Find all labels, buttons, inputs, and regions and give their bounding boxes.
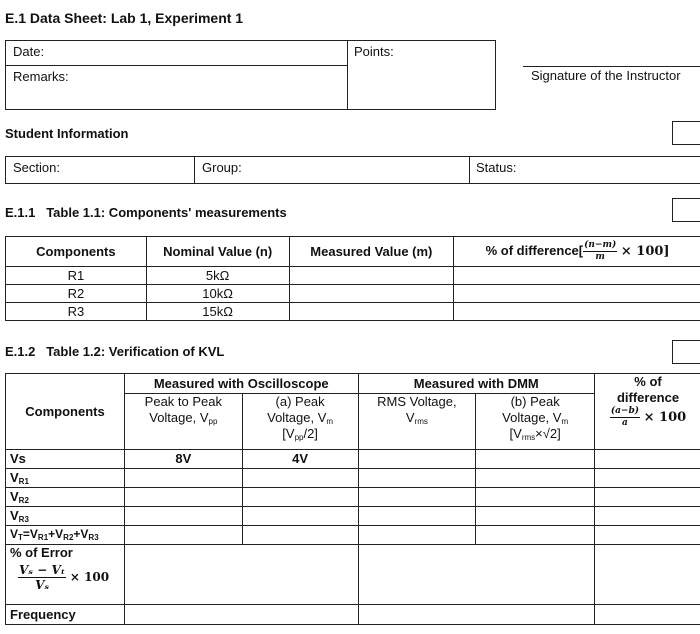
table-row (6, 469, 700, 488)
input-cell[interactable] (242, 469, 358, 488)
table-row (6, 267, 700, 285)
table-row (6, 507, 700, 526)
peak-b-line2 (476, 410, 594, 427)
date-label: Date: (13, 44, 45, 59)
input-cell[interactable] (124, 526, 242, 545)
row-label-vr3 (6, 507, 125, 526)
peak-a-sub: m (326, 416, 334, 426)
vt-s4: R3 (88, 533, 99, 543)
student-info-row (5, 156, 700, 184)
table2 (5, 373, 700, 625)
peak-a-line2 (243, 410, 358, 427)
pct-formula (595, 407, 700, 428)
pct-prefix: % of difference[ (485, 242, 584, 258)
table2-col-pct-difference (595, 374, 700, 450)
table-row (6, 488, 700, 507)
row-label-vr1 (6, 469, 125, 488)
table1-heading: E.1.1 Table 1.1: Components' measurements (5, 205, 287, 220)
component-cell: R2 (6, 285, 147, 303)
error-formula (10, 564, 124, 591)
frequency-dmm-cell[interactable] (358, 605, 595, 625)
input-cell[interactable] (124, 507, 242, 526)
row-label-error (6, 545, 125, 605)
vt-s1: T (18, 533, 23, 543)
peak-b-line3-post: ×√2] (535, 426, 561, 442)
row-label-vt (6, 526, 125, 545)
table-row (6, 303, 700, 321)
col-peak-to-peak (124, 394, 242, 450)
remarks-label: Remarks: (13, 69, 69, 84)
error-denominator: Vₛ (35, 577, 50, 592)
measured-input-cell[interactable] (289, 303, 454, 321)
table-row (6, 605, 700, 625)
vr2-sub: R2 (18, 495, 29, 505)
peak-b-line3-pre: [V (509, 426, 522, 442)
input-cell[interactable] (124, 488, 242, 507)
pct-fraction (583, 241, 617, 262)
nominal-cell: 5kΩ (146, 267, 289, 285)
peak-a-line3-pre: [V (282, 426, 295, 442)
vt-p1: V (10, 527, 19, 542)
measured-input-cell[interactable] (289, 285, 454, 303)
component-cell: R3 (6, 303, 147, 321)
student-info-heading: Student Information (5, 126, 129, 141)
p2p-sub: pp (208, 416, 218, 426)
error-osc-cell[interactable] (124, 545, 358, 605)
input-cell[interactable] (124, 469, 242, 488)
col-rms (358, 394, 476, 450)
table-row (6, 545, 700, 605)
signature-line (523, 66, 700, 67)
frequency-pct-cell[interactable] (595, 605, 700, 625)
input-cell[interactable] (242, 526, 358, 545)
p2p-line1: Peak to Peak (144, 394, 222, 409)
input-cell[interactable] (358, 526, 476, 545)
p2p-line2-text: Voltage, V (149, 409, 209, 425)
frequency-osc-cell[interactable] (124, 605, 358, 625)
table-row (6, 285, 700, 303)
vs-peak-a-cell: 4V (242, 450, 358, 469)
peak-a-line2-text: Voltage, V (267, 409, 327, 425)
input-cell[interactable] (595, 507, 700, 526)
vt-p2: =V (22, 527, 38, 542)
rms-line1: RMS Voltage, (377, 394, 457, 409)
measured-input-cell[interactable] (289, 267, 454, 285)
vt-s3: R2 (63, 533, 74, 543)
rms-line2 (359, 410, 476, 427)
table2-col-components: Components (6, 374, 125, 450)
row-label-frequency: Frequency (6, 605, 125, 625)
peak-a-line1: (a) Peak (275, 394, 325, 409)
header-box (5, 40, 496, 110)
table1-col-components: Components (6, 237, 147, 267)
table2-checkbox[interactable] (672, 340, 700, 364)
section-label: Section: (13, 160, 60, 175)
row-label-vs: Vs (6, 450, 125, 469)
nominal-cell: 15kΩ (146, 303, 289, 321)
peak-a-line3 (243, 426, 358, 443)
input-cell[interactable] (476, 469, 595, 488)
peak-a-line3-post: /2] (303, 426, 318, 442)
table1-col-pct-difference (454, 237, 700, 267)
vr3-text: V (10, 507, 19, 523)
peak-b-line3 (476, 426, 594, 443)
table1 (5, 236, 700, 321)
component-cell: R1 (6, 267, 147, 285)
peak-b-sub: m (561, 416, 569, 426)
table1-col-nominal: Nominal Value (n) (146, 237, 289, 267)
vs-rms-cell[interactable] (358, 450, 476, 469)
vs-peak-b-cell[interactable] (476, 450, 595, 469)
vt-s2: R1 (37, 533, 49, 543)
table-row (6, 526, 700, 545)
input-cell[interactable] (358, 507, 476, 526)
input-cell[interactable] (358, 469, 476, 488)
input-cell[interactable] (476, 526, 595, 545)
rms-line2-text: V (405, 409, 415, 425)
input-cell[interactable] (595, 526, 700, 545)
vr1-text: V (10, 469, 19, 485)
peak-a-line3-sub: pp (294, 433, 304, 443)
pct-input-cell[interactable] (454, 303, 700, 321)
col-peak-b (476, 394, 595, 450)
error-numerator: Vₛ − Vₜ (19, 562, 66, 577)
table1-col-measured: Measured Value (m) (289, 237, 454, 267)
input-cell[interactable] (595, 488, 700, 507)
peak-b-line3-sub: rms (521, 433, 536, 443)
table2-heading: E.1.2 Table 1.2: Verification of KVL (5, 344, 225, 359)
signature-label: Signature of the Instructor (531, 68, 681, 83)
pct-line1: % of (634, 374, 662, 389)
table-row (6, 450, 700, 469)
pct-fraction (610, 407, 640, 428)
p2p-line2 (125, 410, 242, 427)
peak-b-line1: (b) Peak (510, 394, 560, 409)
input-cell[interactable] (242, 488, 358, 507)
table2-group-dmm: Measured with DMM (358, 374, 595, 394)
pct-input-cell[interactable] (454, 285, 700, 303)
pct-input-cell[interactable] (454, 267, 700, 285)
table2-group-header-row (6, 374, 700, 394)
rms-sub: rms (414, 416, 428, 426)
pct-denominator: a (622, 418, 628, 429)
error-pct-cell[interactable] (595, 545, 700, 605)
pct-line2: difference (616, 389, 680, 405)
vs-p2p-cell: 8V (124, 450, 242, 469)
pct-numerator: (n−m) (584, 240, 617, 250)
input-cell[interactable] (476, 488, 595, 507)
pct-denominator: m (595, 252, 605, 262)
row-label-vr2 (6, 488, 125, 507)
student-info-checkbox[interactable] (672, 121, 700, 145)
input-cell[interactable] (595, 469, 700, 488)
group-label: Group: (202, 160, 242, 175)
error-dmm-cell[interactable] (358, 545, 595, 605)
pct-suffix: × 100 (643, 410, 687, 426)
vt-p3: +V (48, 527, 64, 542)
input-cell[interactable] (242, 507, 358, 526)
col-peak-a (242, 394, 358, 450)
pct-suffix: × 100] (620, 243, 670, 259)
error-fraction (18, 564, 66, 591)
table1-checkbox[interactable] (672, 198, 700, 222)
table2-group-oscilloscope: Measured with Oscilloscope (124, 374, 358, 394)
nominal-cell: 10kΩ (146, 285, 289, 303)
pct-numerator: (a−b) (610, 406, 640, 417)
points-label: Points: (354, 44, 394, 59)
table1-header-row (6, 237, 700, 267)
vr1-sub: R1 (18, 476, 29, 486)
vt-p4: +V (73, 527, 89, 542)
vs-pct-cell[interactable] (595, 450, 700, 469)
vr3-sub: R3 (18, 514, 29, 524)
error-suffix: × 100 (69, 569, 110, 584)
error-label: % of Error (10, 545, 73, 560)
vr2-text: V (10, 488, 19, 504)
page-title: E.1 Data Sheet: Lab 1, Experiment 1 (5, 10, 244, 26)
status-label: Status: (476, 160, 517, 175)
peak-b-line2-text: Voltage, V (502, 409, 562, 425)
input-cell[interactable] (358, 488, 476, 507)
input-cell[interactable] (476, 507, 595, 526)
